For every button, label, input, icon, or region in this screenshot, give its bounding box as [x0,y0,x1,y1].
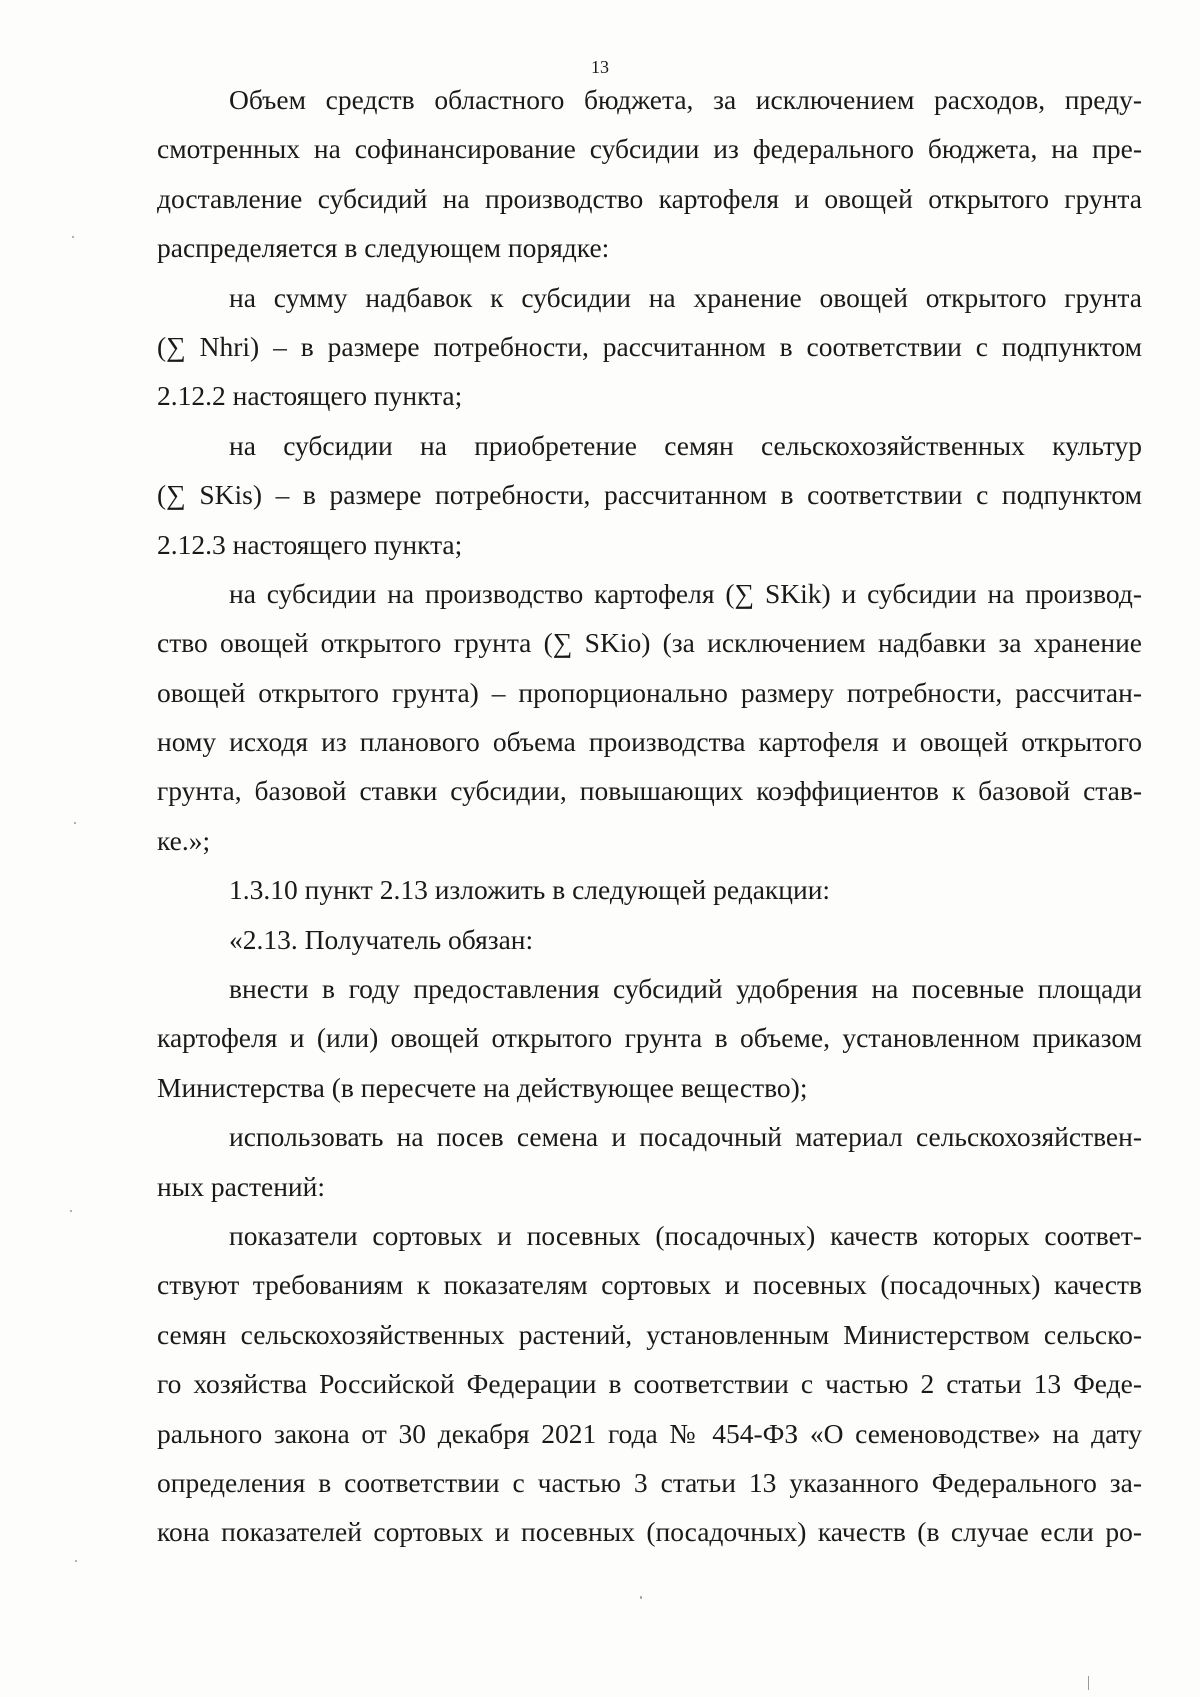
text-line: го хозяйства Российской Федерации в соответствии с частью 2 статьи 13 Феде- [157,1368,1142,1400]
text-line: семян сельскохозяйственных растений, установленным Министерством сельско- [157,1318,1142,1350]
text-line: рального закона от 30 декабря 2021 года № 454-ФЗ «О семеноводстве» на дату [157,1417,1142,1449]
scan-speck [72,236,74,238]
page-number: 13 [591,57,609,77]
text-line: картофеля и (или) овощей открытого грунта в объеме, установленном приказом [157,1022,1142,1054]
text-line: смотренных на софинансирование субсидии из федерального бюджета, на пре- [157,133,1142,165]
text-line: 2.12.3 настоящего пункта; [157,528,463,560]
text-line: определения в соответствии с частью 3 статьи 13 указанного Федерального за- [157,1466,1142,1498]
text-line: на субсидии на приобретение семян сельскохозяйственных культур [229,429,1142,461]
text-line: 1.3.10 пункт 2.13 изложить в следующей редакции: [229,874,831,906]
text-line: «2.13. Получатель обязан: [229,923,534,955]
text-line: грунта, базовой ставки субсидии, повышающих коэффициентов к базовой став- [157,775,1142,807]
text-line: (∑ Nhri) – в размере потребности, рассчитанном в соответствии с подпунктом [157,330,1142,362]
document-body [157,75,1142,1557]
text-line: овощей открытого грунта) – пропорционально размеру потребности, рассчитан- [157,676,1142,708]
text-line: ство овощей открытого грунта (∑ SKio) (за исключением надбавки за хранение [157,627,1142,659]
text-line: ствуют требованиям к показателям сортовых и посевных (посадочных) качеств [157,1269,1142,1301]
text-line: Объем средств областного бюджета, за исключением расходов, преду- [229,84,1142,115]
text-line: на субсидии на производство картофеля (∑ SKik) и субсидии на производ- [229,577,1142,609]
text-line: ке.»; [157,824,211,856]
text-line: на сумму надбавок к субсидии на хранение овощей открытого грунта [229,281,1142,313]
text-line: 2.12.2 настоящего пункта; [157,380,463,412]
text-line: кона показателей сортовых и посевных (посадочных) качеств (в случае если ро- [157,1516,1142,1548]
text-line: (∑ SKis) – в размере потребности, рассчитанном в соответствии с подпунктом [157,479,1142,511]
text-line: распределяется в следующем порядке: [157,232,610,264]
text-line: доставление субсидий на производство картофеля и овощей открытого грунта [157,182,1142,214]
scan-speck [75,1560,77,1562]
scan-speck [70,1210,72,1212]
text-line: ных растений: [157,1170,325,1202]
text-line: ному исходя из планового объема производства картофеля и овощей открытого [157,726,1142,758]
scan-speck [74,822,76,824]
text-line: использовать на посев семена и посадочный материал сельскохозяйствен- [229,1121,1142,1153]
text-line: внести в году предоставления субсидий удобрения на посевные площади [229,973,1142,1005]
scan-speck [640,1596,642,1599]
text-line: показатели сортовых и посевных (посадочных) качеств которых соответ- [229,1219,1142,1251]
text-line: Министерства (в пересчете на действующее вещество); [157,1071,808,1103]
scan-speck [1088,1676,1089,1690]
